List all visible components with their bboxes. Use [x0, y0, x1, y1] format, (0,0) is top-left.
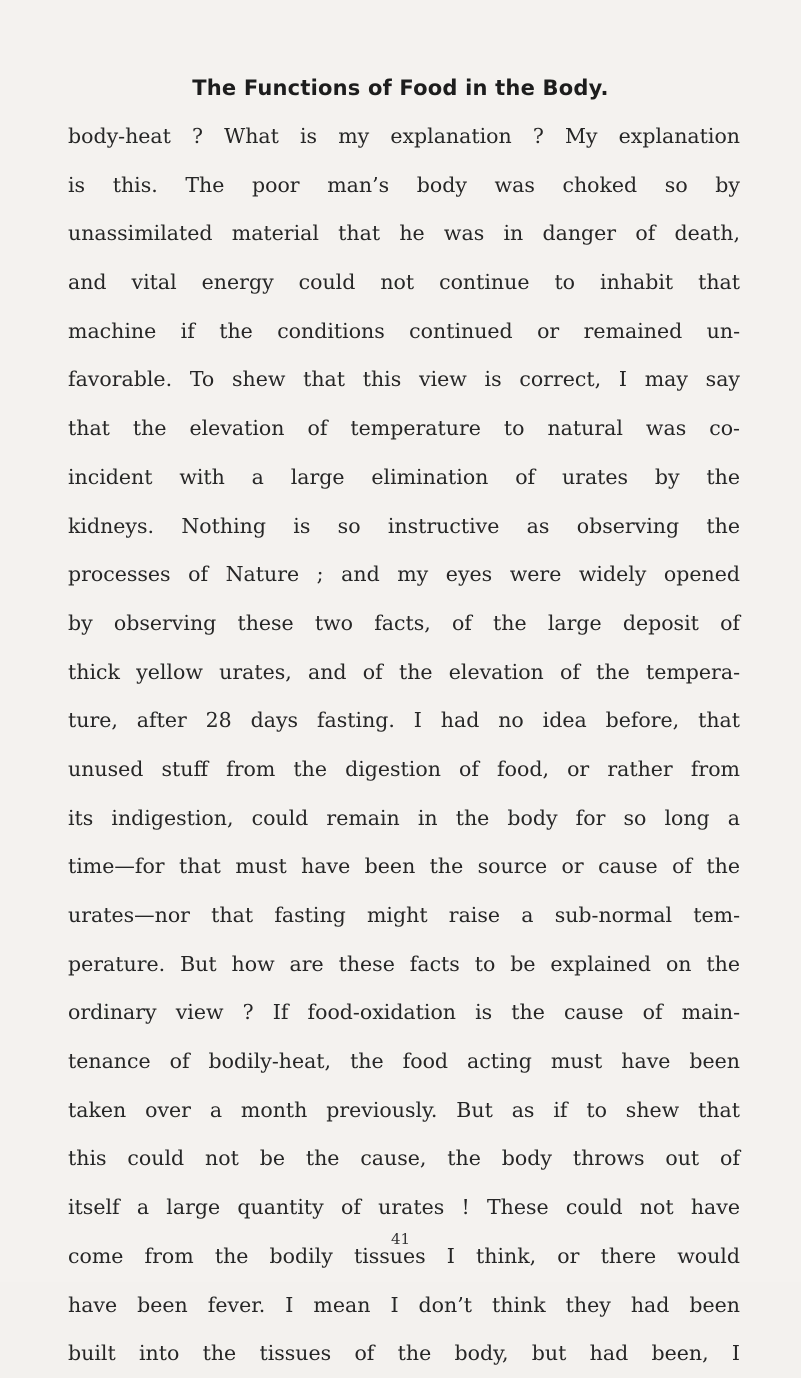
text-line: incident with a large elimination of urates by the — [68, 464, 740, 489]
page-number: 41 — [390, 1230, 411, 1248]
text-line: perature. But how are these facts to be explained on the — [68, 951, 740, 976]
text-line: body-heat ? What is my explanation ? My explanation — [68, 124, 740, 148]
running-head: The Functions of Food in the Body. — [192, 76, 609, 100]
text-line: itself a large quantity of urates ! These could not have — [68, 1195, 740, 1220]
text-line: ture, after 28 days fasting. I had no idea before, that — [68, 708, 740, 733]
text-line: machine if the conditions continued or remained un- — [68, 318, 740, 343]
text-line: ordinary view ? If food-oxidation is the cause of main- — [68, 1000, 740, 1025]
text-line: this could not be the cause, the body throws out of — [68, 1146, 740, 1171]
text-line: have been fever. I mean I don’t think they had been — [68, 1292, 740, 1317]
text-line: urates—nor that fasting might raise a sub-normal tem- — [68, 903, 740, 927]
body-text — [68, 112, 740, 1378]
text-line: and vital energy could not continue to inhabit that — [68, 270, 740, 295]
text-line: is this. The poor man’s body was choked so by — [68, 172, 740, 197]
text-line: that the elevation of temperature to natural was co- — [68, 416, 740, 441]
text-line: its indigestion, could remain in the body for so long a — [68, 805, 740, 830]
text-line: processes of Nature ; and my eyes were widely opened — [68, 562, 740, 587]
text-line: favorable. To shew that this view is correct, I may say — [68, 367, 740, 392]
text-line: taken over a month previously. But as if to shew that — [68, 1097, 740, 1122]
text-line: thick yellow urates, and of the elevation of the tempera- — [68, 659, 740, 684]
text-line: time—for that must have been the source or cause of the — [68, 854, 740, 879]
text-line: come from the bodily tissues I think, or there would — [68, 1243, 740, 1268]
text-line: tenance of bodily-heat, the food acting must have been — [68, 1049, 740, 1074]
text-line: unused stuff from the digestion of food, or rather from — [68, 756, 740, 781]
text-line: kidneys. Nothing is so instructive as observing the — [68, 513, 740, 538]
text-line: by observing these two facts, of the large deposit of — [68, 610, 740, 635]
text-line: unassimilated material that he was in danger of death, — [68, 221, 740, 246]
text-line: built into the tissues of the body, but had been, I — [68, 1341, 740, 1366]
